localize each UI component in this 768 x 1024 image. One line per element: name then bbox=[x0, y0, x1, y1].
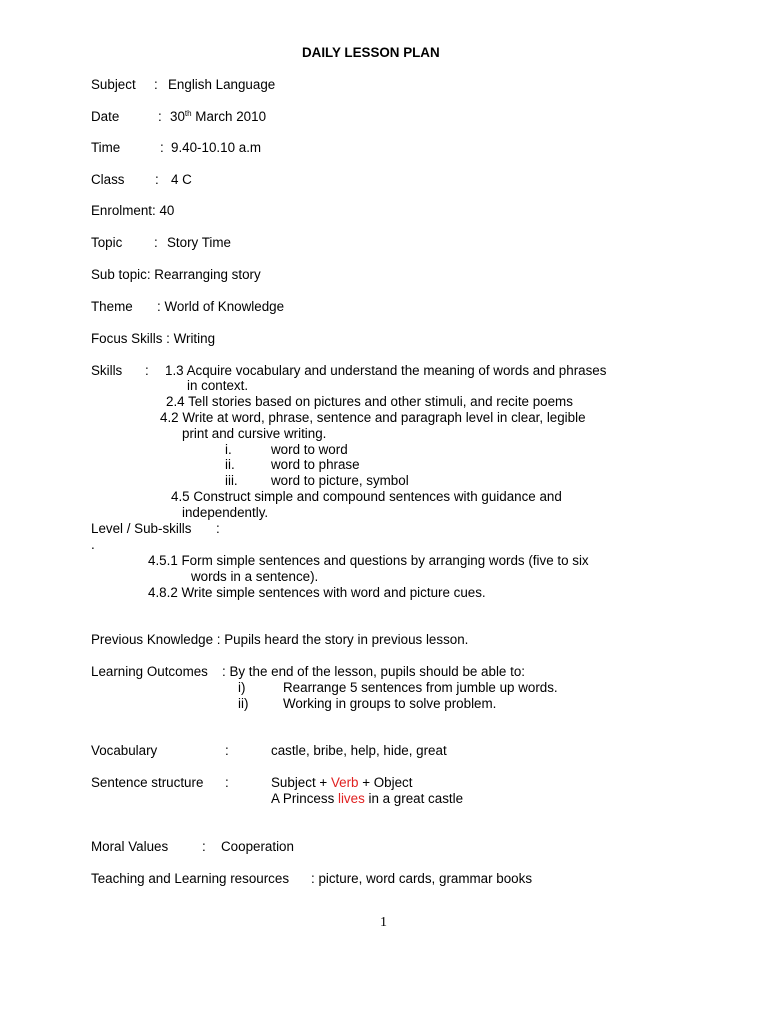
skills-label: Skills bbox=[91, 363, 123, 378]
structure-object: + Object bbox=[358, 775, 413, 790]
resources-value: : picture, word cards, grammar books bbox=[311, 871, 533, 886]
subskill-4-5-1-continued: words in a sentence). bbox=[191, 569, 319, 584]
skill-4-2: 4.2 Write at word, phrase, sentence and paragraph level in clear, legible bbox=[160, 410, 586, 425]
skill-list-item: word to picture, symbol bbox=[271, 473, 409, 488]
previous-knowledge: Previous Knowledge : Pupils heard the story in previous lesson. bbox=[91, 632, 469, 647]
vocabulary-value: castle, bribe, help, hide, great bbox=[271, 743, 447, 758]
level-label: Level / Sub-skills bbox=[91, 521, 192, 536]
theme-label: Theme bbox=[91, 299, 133, 314]
skill-4-5-continued: independently. bbox=[182, 505, 269, 520]
structure-subject: Subject + bbox=[271, 775, 331, 790]
skill-list-number: i. bbox=[225, 442, 232, 457]
sentence-structure-pattern bbox=[271, 775, 412, 791]
outcome-number: ii) bbox=[238, 696, 249, 711]
topic-value: Story Time bbox=[167, 235, 231, 250]
time-separator: : bbox=[160, 140, 164, 155]
skill-4-5: 4.5 Construct simple and compound sentences with guidance and bbox=[171, 489, 562, 504]
skill-4-2-continued: print and cursive writing. bbox=[182, 426, 327, 441]
sentence-structure-label: Sentence structure bbox=[91, 775, 204, 790]
subject-separator: : bbox=[154, 77, 158, 92]
skill-list-number: iii. bbox=[225, 473, 238, 488]
learning-outcomes-intro: : By the end of the lesson, pupils should be able to: bbox=[222, 664, 525, 679]
time-value: 9.40-10.10 a.m bbox=[171, 140, 262, 155]
skill-2-4: 2.4 Tell stories based on pictures and other stimuli, and recite poems bbox=[166, 394, 573, 409]
topic-separator: : bbox=[154, 235, 158, 250]
page-title: DAILY LESSON PLAN bbox=[302, 45, 440, 60]
date-separator: : bbox=[158, 109, 162, 124]
sentence-structure-example bbox=[271, 791, 463, 807]
focus-skills: Focus Skills : Writing bbox=[91, 331, 216, 346]
example-verb: lives bbox=[337, 791, 365, 806]
resources-label: Teaching and Learning resources bbox=[91, 871, 290, 886]
outcome-item: Rearrange 5 sentences from jumble up words. bbox=[283, 680, 558, 695]
theme-value: : World of Knowledge bbox=[157, 299, 285, 314]
subject-label: Subject bbox=[91, 77, 136, 92]
skill-list-item: word to phrase bbox=[271, 457, 360, 472]
skills-separator: : bbox=[145, 363, 149, 378]
class-label: Class bbox=[91, 172, 125, 187]
date-day: 30 bbox=[170, 109, 185, 124]
time-label: Time bbox=[91, 140, 121, 155]
sentence-structure-separator: : bbox=[225, 775, 229, 790]
date-value bbox=[170, 109, 266, 125]
subskill-4-5-1: 4.5.1 Form simple sentences and questions by arranging words (five to six bbox=[148, 553, 589, 568]
moral-values-label: Moral Values bbox=[91, 839, 169, 854]
learning-outcomes-label: Learning Outcomes bbox=[91, 664, 208, 679]
skill-1-3-continued: in context. bbox=[187, 378, 249, 393]
class-separator: : bbox=[155, 172, 159, 187]
enrolment: Enrolment: 40 bbox=[91, 203, 175, 218]
outcome-item: Working in groups to solve problem. bbox=[283, 696, 497, 711]
skill-list-item: word to word bbox=[271, 442, 348, 457]
example-subject: A Princess bbox=[271, 791, 338, 806]
outcome-number: i) bbox=[238, 680, 246, 695]
skill-1-3: 1.3 Acquire vocabulary and understand the meaning of words and phrases bbox=[165, 363, 607, 378]
subskill-4-8-2: 4.8.2 Write simple sentences with word and picture cues. bbox=[148, 585, 486, 600]
example-rest: in a great castle bbox=[364, 791, 464, 806]
moral-values-value: Cooperation bbox=[221, 839, 294, 854]
class-value: 4 C bbox=[171, 172, 192, 187]
date-rest: March 2010 bbox=[191, 109, 267, 124]
skill-list-number: ii. bbox=[225, 457, 235, 472]
vocabulary-separator: : bbox=[225, 743, 229, 758]
date-label: Date bbox=[91, 109, 120, 124]
page-number: 1 bbox=[380, 915, 387, 930]
vocabulary-label: Vocabulary bbox=[91, 743, 158, 758]
structure-verb: Verb bbox=[330, 775, 359, 790]
date-suffix: th bbox=[184, 109, 192, 118]
topic-label: Topic bbox=[91, 235, 123, 250]
level-dot: . bbox=[91, 537, 95, 552]
subject-value: English Language bbox=[168, 77, 276, 92]
moral-values-separator: : bbox=[202, 839, 206, 854]
level-separator: : bbox=[216, 521, 220, 536]
subtopic: Sub topic: Rearranging story bbox=[91, 267, 261, 282]
